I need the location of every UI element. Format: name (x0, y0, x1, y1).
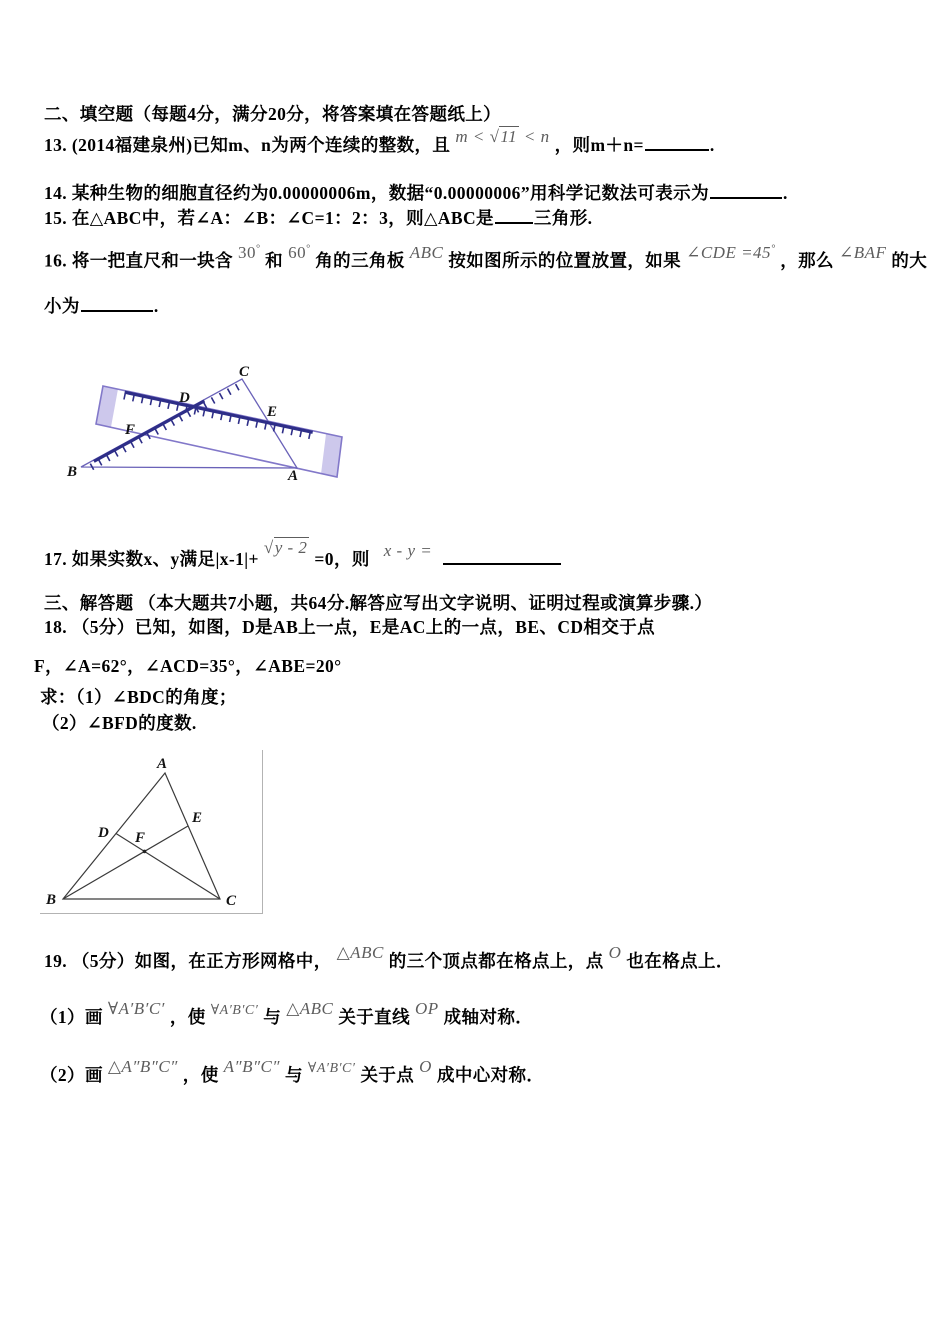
q19-formula-abc: △ABC (336, 943, 384, 962)
fig2-label-A: A (157, 756, 168, 772)
q16-text-3: 角的三角板 (315, 250, 405, 271)
q19s1-text-5: 成轴对称． (443, 1007, 534, 1027)
question-18-line2 (34, 655, 342, 677)
q19s1-text-3: 与 (263, 1007, 282, 1027)
fig1-label-C: C (239, 364, 250, 380)
q16-formula-cde (686, 243, 775, 262)
question-19-sub2 (40, 1057, 545, 1089)
q16-angle-30 (238, 243, 260, 262)
q18-text-1: 18. （5分）已知，如图，D是AB上一点，E是AC上的一点，BE、CD相交于点 (44, 617, 656, 637)
fig1-label-D: D (179, 390, 190, 406)
fig2-segment-CD (116, 834, 220, 900)
q17-radical (264, 538, 310, 557)
q16-text-6: 的大 (891, 250, 928, 271)
triangle-cevians-figure (40, 750, 262, 913)
answer-blank (645, 135, 709, 151)
q19s1-formula-2: ∀A′B′C′ (210, 1003, 259, 1018)
q15-text-post: 三角形. (533, 208, 593, 228)
q13-formula (455, 127, 549, 146)
question-18-line3 (40, 686, 237, 708)
fig2-label-C: C (226, 893, 237, 909)
q13-formula-right: < n (523, 127, 550, 146)
radical-sign: √ (263, 538, 274, 557)
q18-text-4: （2）∠BFD的度数. (42, 713, 197, 733)
q19s2-formula-3: ∀A′B′C′ (307, 1061, 356, 1076)
q19s1-formula-1: ∀A′B′C′ (107, 999, 165, 1018)
section2-heading-text: 二、填空题（每题4分，满分20分，将答案填在答题纸上） (44, 104, 502, 124)
q17-formula-xy: x - y = (383, 541, 433, 560)
answer-blank (495, 208, 533, 224)
section3-heading-text: 三、解答题 （本大题共7小题，共64分.解答应写出文字说明、证明过程或演算步骤.） (44, 593, 713, 613)
q16-text-5: ，那么 (780, 250, 834, 271)
q19s2-formula-2: A″B″C″ (223, 1057, 280, 1076)
degree-sign: ° (255, 243, 261, 254)
fig2-point-F-dot (143, 850, 147, 854)
q16-angle-60 (288, 243, 310, 262)
ruler-scale-band (125, 392, 313, 432)
fig2-label-E: E (192, 810, 203, 826)
degree-sign: ° (306, 243, 311, 254)
q19s1-formula-3: △ABC (286, 999, 334, 1018)
q13-tail: . (709, 135, 715, 155)
answer-blank (443, 549, 561, 565)
q16-text-2: 和 (265, 250, 284, 271)
fig2-label-F: F (135, 830, 146, 846)
q14-text: 14. 某种生物的细胞直径约为0.00000006m，数据“0.00000006”用科学记数法可表示为 (44, 183, 709, 203)
q19-text-1: 19. （5分）如图，在正方形网格中， (44, 951, 332, 971)
degree-sign: ° (771, 243, 776, 254)
q16-text-1: 16. 将一把直尺和一块含 (44, 250, 233, 271)
q19s2-formula-1: △A″B″C″ (107, 1057, 178, 1076)
radical-sign: √ (489, 127, 500, 146)
q19-formula-o: O (608, 943, 622, 962)
section3-heading (44, 592, 712, 614)
question-15 (44, 207, 592, 229)
fig2-segment-BE (63, 826, 188, 899)
q13-text-post: ，则m＋n= (554, 135, 644, 155)
q13-formula-left: m < (455, 127, 485, 146)
fig1-label-A: A (288, 468, 299, 484)
q16-tail: . (153, 296, 159, 316)
question-17 (44, 538, 562, 571)
q19s2-text-4: 关于点 (360, 1065, 415, 1085)
q17-radicand: y - 2 (274, 538, 308, 557)
question-18-line1 (44, 616, 655, 638)
q19s2-text-1: （2）画 (40, 1065, 103, 1085)
question-13 (44, 127, 715, 157)
fig1-label-F: F (125, 422, 136, 438)
ruler-triangle-figure (55, 352, 400, 494)
q19s2-text-3: 与 (284, 1065, 303, 1085)
q13-text-pre: 13. (2014福建泉州)已知m、n为两个连续的整数，且 (44, 135, 451, 155)
fig1-label-B: B (67, 464, 78, 480)
fig2-label-B: B (46, 892, 57, 908)
q19s1-text-4: 关于直线 (338, 1007, 410, 1027)
q13-radicand: 11 (500, 127, 518, 146)
triangle-figure-frame (40, 750, 263, 914)
q16-30: 30 (237, 242, 256, 262)
q19s1-text-2: ，使 (169, 1007, 206, 1027)
q19s1-text-1: （1）画 (40, 1007, 103, 1027)
question-19-sub1 (40, 999, 534, 1031)
q16-formula-baf: ∠BAF (838, 242, 887, 262)
question-16 (44, 242, 928, 273)
q16-60: 60 (288, 242, 307, 262)
q16-text-4: 按如图所示的位置放置，如果 (448, 250, 682, 271)
fig1-label-E: E (267, 404, 278, 420)
question-18-line4 (42, 712, 197, 734)
q19s2-formula-4: O (419, 1057, 432, 1076)
fig2-label-D: D (98, 825, 109, 841)
question-16-line2 (44, 295, 159, 317)
q19s1-formula-4: OP (414, 999, 439, 1018)
q16-formula-abc: ABC (409, 242, 444, 262)
answer-blank (81, 296, 153, 312)
q19-text-2: 的三个顶点都在格点上，点 (388, 951, 604, 971)
q17-text-1: 17. 如果实数x、y满足|x-1|+ (44, 549, 259, 569)
q18-text-3: 求：（1）∠BDC的角度； (40, 687, 237, 707)
q19s2-text-2: ，使 (182, 1065, 219, 1085)
q18-text-2: F，∠A=62°，∠ACD=35°，∠ABE=20° (34, 656, 342, 676)
q15-text: 15. 在△ABC中，若∠A：∠B：∠C=1：2：3，则△ABC是 (44, 208, 494, 228)
question-19-line1 (44, 943, 734, 973)
q16-cde: ∠CDE =45 (686, 242, 772, 262)
q14-tail: . (782, 183, 788, 203)
ruler-right-end-fill (321, 434, 342, 477)
question-14 (44, 182, 788, 204)
answer-blank (710, 183, 782, 199)
q16-text-7: 小为 (44, 296, 80, 316)
q19-text-3: 也在格点上． (626, 951, 734, 971)
q17-text-2: =0，则 (314, 549, 370, 569)
q19s2-text-5: 成中心对称． (436, 1065, 545, 1085)
section2-heading (44, 103, 501, 125)
